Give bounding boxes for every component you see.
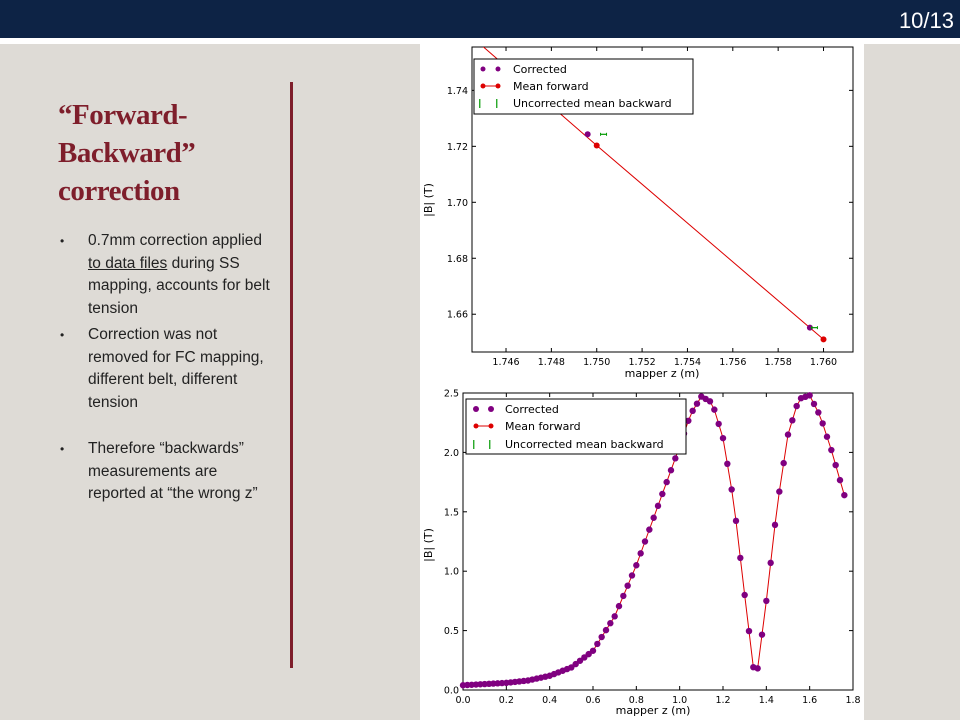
chart2-corrected-point: [598, 634, 604, 640]
chart2-corrected-point: [824, 434, 830, 440]
chart2-xtick-label: 1.2: [715, 695, 731, 706]
chart2-corrected-point: [715, 421, 721, 427]
slide-number: 10/13: [898, 8, 954, 33]
chart2-corrected-point: [776, 488, 782, 494]
legend1-forward-marker: [481, 84, 486, 89]
chart2-corrected-point: [707, 398, 713, 404]
underlined-text: to data files: [88, 254, 168, 272]
chart1-corrected-point: [585, 131, 591, 137]
chart2-corrected-point: [746, 628, 752, 634]
chart2-corrected-point: [629, 572, 635, 578]
chart2-corrected-point: [832, 462, 838, 468]
chart2-corrected-point: [828, 447, 834, 453]
legend1-backward-marker: I: [495, 97, 499, 111]
chart1-ytick-label: 1.66: [446, 309, 468, 321]
chart2-corrected-point: [741, 592, 747, 598]
chart1-xtick-label: 1.756: [719, 357, 747, 368]
legend2-corrected-label: Corrected: [505, 403, 559, 416]
legend1-forward-label: Mean forward: [513, 80, 589, 93]
chart2-corrected-point: [737, 555, 743, 561]
chart2-corrected-point: [611, 613, 617, 619]
chart2-corrected-point: [603, 627, 609, 633]
chart2-xtick-label: 1.8: [845, 695, 861, 706]
title-line-2: Backward”: [58, 137, 196, 169]
chart2-ytick-label: 2.5: [443, 388, 459, 400]
chart2-ytick-label: 1.0: [443, 566, 459, 578]
chart2-corrected-point: [841, 492, 847, 498]
chart1-forward-point: [594, 142, 600, 148]
legend1-corrected-marker: [496, 67, 501, 72]
chart2-corrected-point: [819, 420, 825, 426]
legend2-forward-label: Mean forward: [505, 420, 581, 433]
chart2-corrected-point: [607, 620, 613, 626]
chart1-ytick-label: 1.70: [446, 197, 468, 209]
legend1-corrected-label: Corrected: [513, 63, 567, 76]
chart1-ytick-label: 1.74: [446, 85, 468, 97]
chart2-corrected-point: [772, 522, 778, 528]
chart1-xtick-label: 1.760: [809, 357, 838, 368]
bullet-text: 0.7mm correction applied: [88, 232, 263, 249]
legend2-backward-label: Uncorrected mean backward: [505, 438, 664, 451]
legend2-corrected-marker: [488, 406, 494, 412]
chart2-corrected-point: [689, 408, 695, 414]
chart2-corrected-point: [780, 460, 786, 466]
chart2-corrected-point: [837, 477, 843, 483]
chart2-legend: [466, 399, 686, 454]
chart1-xlabel: mapper z (m): [624, 367, 700, 380]
chart2-corrected-point: [663, 479, 669, 485]
legend2-backward-marker: I: [472, 438, 476, 452]
chart2-corrected-point: [646, 526, 652, 532]
legend1-corrected-marker: [481, 67, 486, 72]
chart2-corrected-point: [616, 603, 622, 609]
chart2-corrected-point: [793, 403, 799, 409]
chart2-corrected-point: [806, 392, 812, 398]
chart1-xtick-label: 1.750: [583, 357, 611, 368]
chart2-corrected-point: [759, 631, 765, 637]
legend1-forward-marker: [496, 84, 501, 89]
chart1-xtick-label: 1.754: [673, 357, 702, 368]
chart2-xtick-label: 0.0: [455, 695, 471, 706]
legend2-forward-marker: [489, 424, 494, 429]
chart2-corrected-point: [815, 409, 821, 415]
legend2-backward-marker: I: [488, 438, 492, 452]
chart2-corrected-point: [642, 538, 648, 544]
chart1-xtick-label: 1.746: [492, 357, 520, 368]
bullet-text: Therefore “backwards” measurements are reported at “the wrong z”: [88, 440, 258, 502]
title-line-3: correction: [58, 175, 180, 207]
chart1-ytick-label: 1.72: [446, 141, 468, 153]
legend2-forward-marker: [474, 424, 479, 429]
chart2-ytick-label: 0.5: [443, 626, 459, 638]
legend2-corrected-marker: [473, 406, 479, 412]
chart2-corrected-point: [650, 515, 656, 521]
chart2-corrected-point: [624, 582, 630, 588]
chart2-corrected-point: [728, 486, 734, 492]
chart2-corrected-point: [754, 665, 760, 671]
chart2-corrected-point: [785, 431, 791, 437]
chart2-corrected-point: [668, 467, 674, 473]
chart2-ylabel: |B| (T): [422, 528, 435, 562]
chart2-corrected-point: [637, 550, 643, 556]
bullet-dot-icon: •: [60, 234, 65, 248]
chart2-corrected-point: [659, 491, 665, 497]
chart1-ylabel: |B| (T): [422, 183, 435, 217]
chart2-corrected-point: [590, 648, 596, 654]
chart2-corrected-point: [767, 560, 773, 566]
chart2-corrected-point: [672, 455, 678, 461]
legend1-backward-label: Uncorrected mean backward: [513, 97, 672, 110]
chart2-ytick-label: 0.0: [443, 685, 459, 697]
chart1-xtick-label: 1.752: [628, 357, 656, 368]
bullet-text: Correction was not removed for FC mapping, different belt, different tension: [88, 326, 264, 411]
chart2-ytick-label: 2.0: [443, 447, 459, 459]
legend1-backward-marker: I: [478, 97, 482, 111]
chart2-xtick-label: 1.6: [802, 695, 818, 706]
chart2-xtick-label: 0.8: [628, 695, 644, 706]
chart2-corrected-point: [720, 435, 726, 441]
chart2-corrected-point: [655, 503, 661, 509]
chart2-corrected-point: [811, 401, 817, 407]
chart2-corrected-point: [694, 400, 700, 406]
chart2-corrected-point: [724, 461, 730, 467]
chart2-xtick-label: 0.6: [585, 695, 601, 706]
bullet-dot-icon: •: [60, 442, 65, 456]
chart2-corrected-point: [763, 598, 769, 604]
bullet-text: during SS mapping, accounts for belt tension: [88, 254, 270, 317]
chart2-xlabel: mapper z (m): [615, 704, 691, 717]
bullet-dot-icon: •: [60, 328, 65, 342]
chart1-xtick-label: 1.758: [764, 357, 792, 368]
chart1-ytick-label: 1.68: [446, 253, 468, 265]
title-line-1: “Forward-: [58, 99, 188, 131]
chart2-corrected-point: [711, 406, 717, 412]
chart2-corrected-point: [733, 518, 739, 524]
chart2-xtick-label: 0.2: [498, 695, 514, 706]
chart2-corrected-point: [620, 593, 626, 599]
chart1-forward-point: [821, 336, 827, 342]
chart1-xtick-label: 1.748: [537, 357, 565, 368]
chart2-ytick-label: 1.5: [443, 507, 459, 519]
chart2-xtick-label: 0.4: [542, 695, 558, 706]
chart2-corrected-point: [633, 562, 639, 568]
chart2-xtick-label: 1.4: [758, 695, 774, 706]
chart2-xtick-label: 1.0: [672, 695, 688, 706]
chart2-corrected-point: [789, 417, 795, 423]
chart1-legend: [474, 59, 693, 114]
chart2-corrected-point: [594, 641, 600, 647]
